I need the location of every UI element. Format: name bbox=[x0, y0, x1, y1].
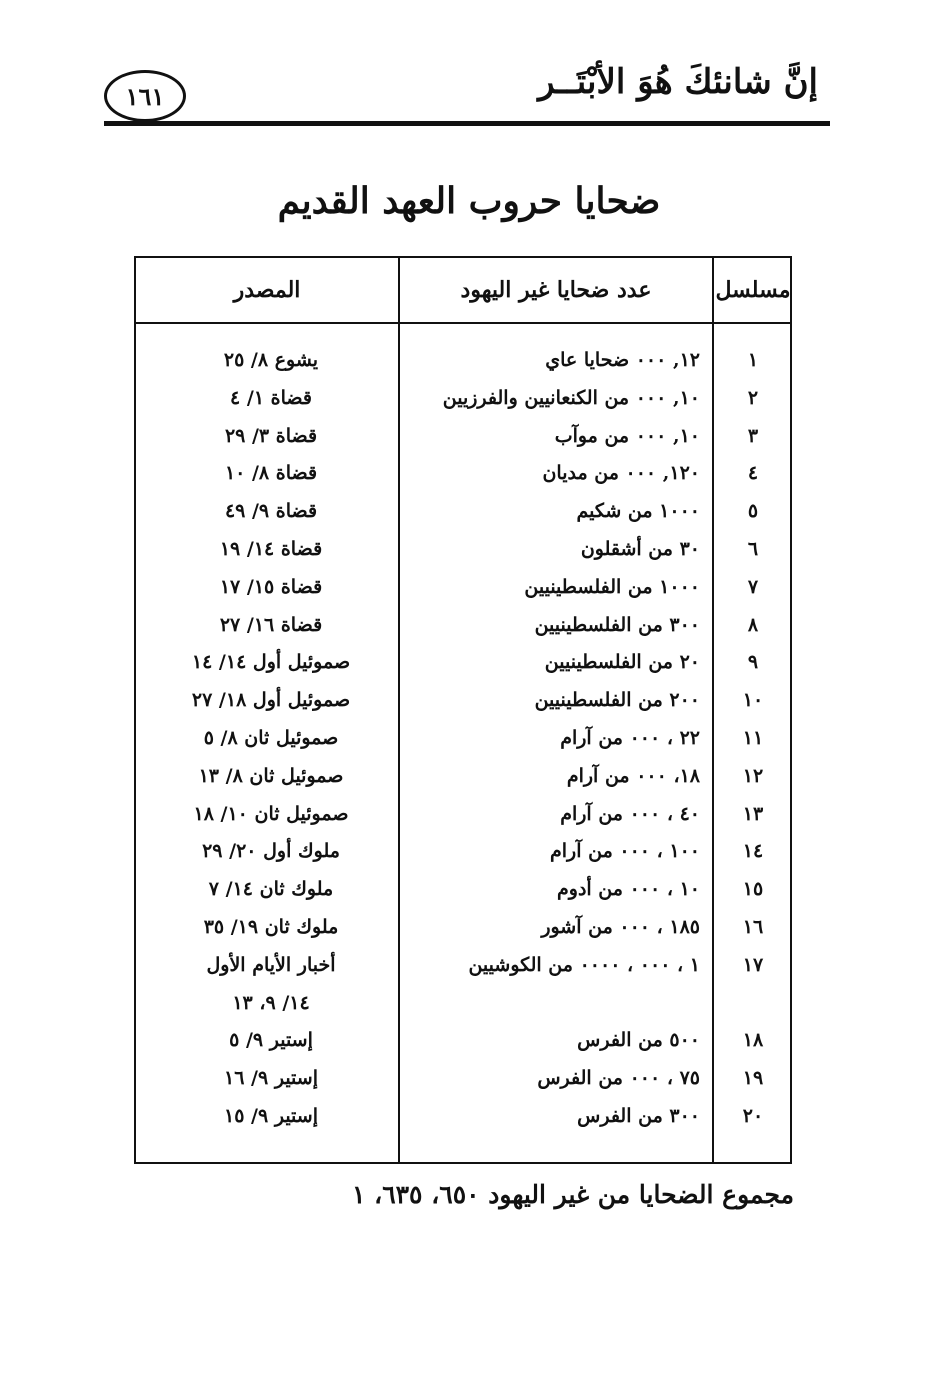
cell-count: ٣٠٠ من الفرس bbox=[577, 1104, 700, 1127]
cell-source: إستير ٩/ ١٥ bbox=[224, 1104, 318, 1127]
cell-source: قضاة ١٤/ ١٩ bbox=[219, 537, 323, 560]
cell-source: صموئيل أول ١٨/ ٢٧ bbox=[191, 689, 351, 712]
cell-count: ١٠, ٠٠٠ من الكنعانيين والفرزيين bbox=[442, 386, 700, 409]
cell-count: ١٨، ٠٠٠ من آرام bbox=[566, 764, 700, 787]
cell-count: ٥٠٠ من الفرس bbox=[577, 1029, 700, 1052]
page-title: ضحايا حروب العهد القديم bbox=[277, 180, 661, 222]
cell-serial: ١٤ bbox=[742, 840, 764, 863]
cell-source: قضاة ٨/ ١٠ bbox=[224, 462, 318, 485]
running-header-title: إنَّ شانئكَ هُوَ الأبْتَــر bbox=[538, 62, 818, 102]
cell-count: ٣٠ من أشقلون bbox=[580, 537, 700, 560]
cell-count: ٢٢ ، ٠٠٠ من آرام bbox=[560, 726, 700, 749]
cell-count: ١٠ ، ٠٠٠ من أدوم bbox=[557, 878, 700, 901]
table-body bbox=[136, 342, 790, 1136]
cell-serial: ٤ bbox=[747, 462, 759, 485]
table-row bbox=[136, 796, 790, 834]
cell-count: ١٢٠, ٠٠٠ من مديان bbox=[542, 462, 700, 485]
table-row bbox=[136, 947, 790, 985]
cell-source: إستير ٩/ ٥ bbox=[229, 1029, 313, 1052]
cell-serial: ١٢ bbox=[742, 764, 764, 787]
cell-serial: ٣ bbox=[747, 424, 759, 447]
cell-count: ١٨٥ ، ٠٠٠ من آشور bbox=[541, 915, 700, 938]
table-row bbox=[136, 644, 790, 682]
column-header-serial: مسلسل bbox=[715, 277, 791, 303]
cell-source: قضاة ١٦/ ٢٧ bbox=[219, 613, 323, 636]
cell-source: ملوك ثان ١٩/ ٣٥ bbox=[203, 915, 339, 938]
cell-count: ١ ، ٠٠٠ ، ٠٠٠٠ من الكوشيين bbox=[468, 953, 700, 976]
cell-source: قضاة ٩/ ٤٩ bbox=[224, 500, 318, 523]
table-row bbox=[136, 493, 790, 531]
table-row bbox=[136, 682, 790, 720]
table-row bbox=[136, 1098, 790, 1136]
cell-count: ١٠٠٠ من شكيم bbox=[576, 500, 700, 523]
cell-source: ملوك ثان ١٤/ ٧ bbox=[208, 878, 334, 901]
cell-serial: ٧ bbox=[747, 575, 759, 598]
cell-source: يشوع ٨/ ٢٥ bbox=[223, 349, 319, 371]
header-divider bbox=[136, 322, 790, 324]
table-row bbox=[136, 909, 790, 947]
cell-source: صموئيل أول ١٤/ ١٤ bbox=[191, 651, 351, 674]
cell-count: ١٠٠ ، ٠٠٠ من آرام bbox=[550, 840, 700, 863]
cell-serial: ٢ bbox=[747, 386, 759, 409]
cell-serial: ١٠ bbox=[742, 689, 764, 712]
table-row bbox=[136, 1060, 790, 1098]
table-row bbox=[136, 455, 790, 493]
cell-serial: ١١ bbox=[742, 726, 764, 749]
cell-source: أخبار الأيام الأول bbox=[206, 953, 336, 976]
cell-serial: ١٨ bbox=[742, 1029, 764, 1052]
cell-source: إستير ٩/ ١٦ bbox=[224, 1067, 318, 1090]
cell-serial: ١٧ bbox=[742, 953, 764, 976]
cell-count: ٧٥ ، ٠٠٠ من الفرس bbox=[537, 1067, 700, 1090]
cell-serial: ٢٠ bbox=[742, 1104, 764, 1127]
page-number-text: ١٦١ bbox=[125, 81, 165, 111]
cell-serial: ٩ bbox=[747, 651, 759, 674]
cell-serial: ٨ bbox=[747, 613, 759, 636]
cell-serial: ١٥ bbox=[742, 878, 764, 901]
table-row bbox=[136, 342, 790, 380]
table-row bbox=[136, 758, 790, 796]
cell-source: ملوك أول ٢٠/ ٢٩ bbox=[202, 840, 340, 863]
cell-count: ٢٠٠ من الفلسطينيين bbox=[534, 689, 700, 712]
total-summary: مجموع الضحايا من غير اليهود ٦٥٠، ٦٣٥، ١ bbox=[351, 1180, 794, 1209]
table-row bbox=[136, 871, 790, 909]
table-row bbox=[136, 607, 790, 645]
page-number bbox=[104, 70, 186, 122]
cell-count: ٣٠٠ من الفلسطينيين bbox=[534, 613, 700, 636]
cell-serial: ١٦ bbox=[742, 915, 764, 938]
cell-source: صموئيل ثان ٨/ ١٣ bbox=[198, 764, 344, 787]
cell-serial: ١٩ bbox=[742, 1067, 764, 1090]
table-row bbox=[136, 569, 790, 607]
cell-source: صموئيل ثان ٨/ ٥ bbox=[203, 726, 339, 749]
table-row bbox=[136, 985, 790, 1023]
header-rule bbox=[104, 121, 830, 126]
cell-serial bbox=[714, 985, 792, 1023]
cell-source: قضاة ١٥/ ١٧ bbox=[219, 575, 323, 598]
cell-serial: ٦ bbox=[747, 537, 759, 560]
casualties-table bbox=[134, 256, 792, 1164]
cell-count: ٤٠ ، ٠٠٠ من آرام bbox=[560, 802, 700, 825]
cell-source: ١٤/ ٩، ١٣ bbox=[232, 991, 310, 1014]
table-row bbox=[136, 833, 790, 871]
table-row bbox=[136, 720, 790, 758]
cell-source: صموئيل ثان ١٠/ ١٨ bbox=[193, 802, 349, 825]
cell-source: قضاة ٣/ ٢٩ bbox=[224, 424, 318, 447]
table-row bbox=[136, 531, 790, 569]
column-header-count: عدد ضحايا غير اليهود bbox=[460, 277, 652, 303]
table-row bbox=[136, 380, 790, 418]
cell-source: قضاة ١/ ٤ bbox=[230, 386, 312, 409]
table-row bbox=[136, 1022, 790, 1060]
cell-serial: ٥ bbox=[747, 500, 759, 523]
cell-serial: ١ bbox=[747, 349, 759, 371]
cell-count bbox=[400, 985, 700, 1023]
cell-serial: ١٣ bbox=[742, 802, 764, 825]
cell-count: ١٠٠٠ من الفلسطينيين bbox=[524, 575, 700, 598]
cell-count: ١٠, ٠٠٠ من موآب bbox=[554, 424, 700, 447]
cell-count: ١٢, ٠٠٠ ضحايا عاي bbox=[545, 349, 700, 371]
column-header-source: المصدر bbox=[233, 277, 301, 303]
table-row bbox=[136, 418, 790, 456]
cell-count: ٢٠ من الفلسطينيين bbox=[544, 651, 700, 674]
